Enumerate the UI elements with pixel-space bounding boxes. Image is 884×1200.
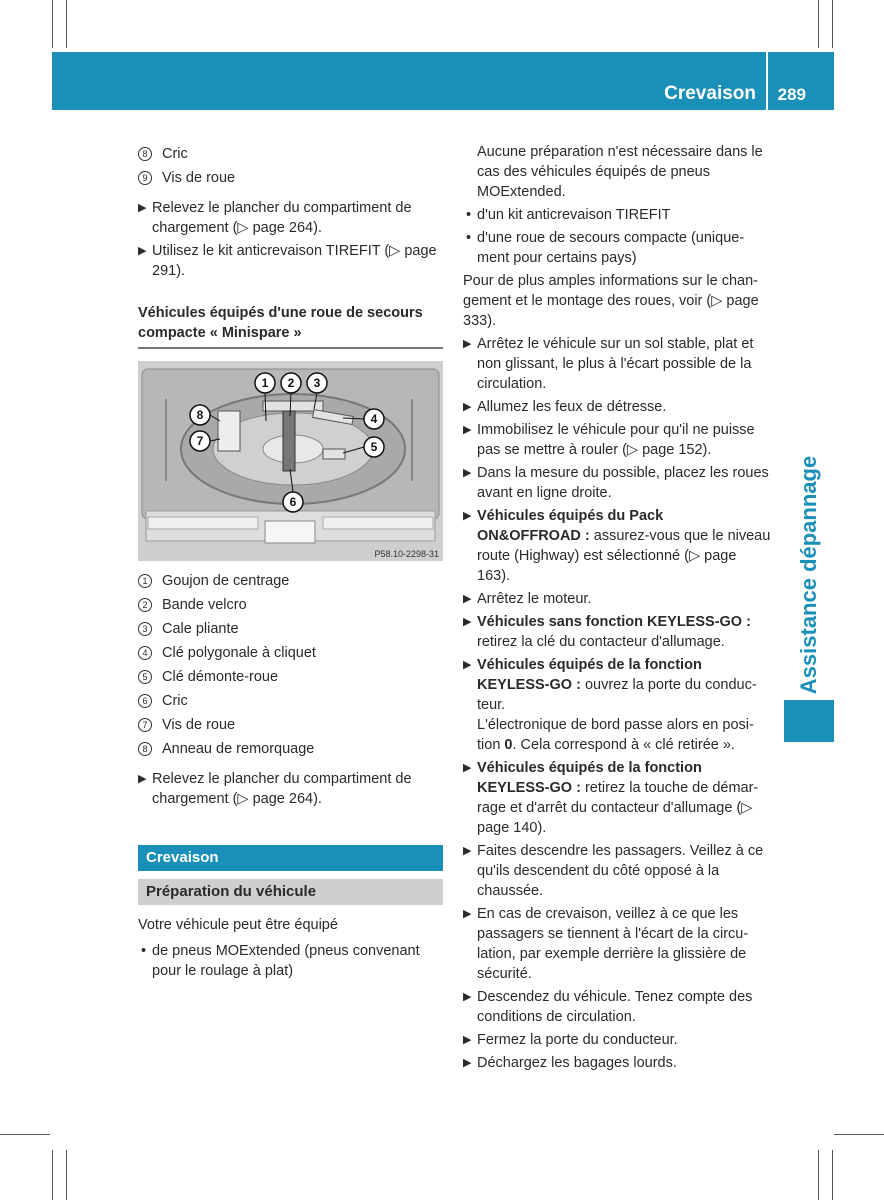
instruction-step: ▶ Faites descendre les passagers. Veillez à ce qu'ils descendent du côté opposé à la chaussée.	[463, 843, 764, 899]
instruction-step: ▶ Véhicules équipés de la fonction KEYLESS-GO : ouvrez la porte du conducteur.	[463, 657, 757, 713]
arrow-icon: ▶	[138, 245, 147, 257]
figure-callout: 8	[196, 408, 204, 422]
arrow-icon: ▶	[463, 1034, 472, 1046]
legend-item: 8 Cric	[138, 144, 443, 164]
arrow-icon: ▶	[463, 991, 472, 1003]
arrow-icon: ▶	[463, 510, 472, 522]
instruction-step: ▶ Utilisez le kit anticrevaison TIREFIT (▷ page 291).	[138, 243, 437, 279]
crop-mark	[832, 0, 833, 48]
callout-number: 4	[138, 646, 152, 660]
instruction-step: ▶ Déchargez les bagages lourds.	[463, 1055, 677, 1071]
instruction-step: ▶ Véhicules équipés de la fonction KEYLESS-GO : retirez la touche de démarrage et d'arrêt du contacteur d'allumage (▷ page 140).	[463, 760, 759, 836]
arrow-icon: ▶	[463, 424, 472, 436]
instruction-step: ▶ Immobilisez le véhicule pour qu'il ne puisse pas se mettre à rouler (▷ page 152).	[463, 422, 755, 458]
arrow-icon: ▶	[463, 762, 472, 774]
instruction-step: ▶ Arrêtez le moteur.	[463, 591, 592, 607]
arrow-icon: ▶	[463, 593, 472, 605]
legend-item: 8 Anneau de remorquage	[138, 739, 443, 759]
crop-mark	[832, 1150, 833, 1200]
instruction-step: ▶ Descendez du véhicule. Tenez compte des conditions de circulation.	[463, 989, 753, 1025]
arrow-icon: ▶	[463, 616, 472, 628]
crop-mark	[52, 0, 53, 48]
arrow-icon: ▶	[463, 659, 472, 671]
side-tab-label: Assistance dépannage	[796, 455, 821, 695]
callout-number: 3	[138, 622, 152, 636]
page-number: 289	[777, 85, 806, 104]
crop-mark	[66, 0, 67, 48]
arrow-icon: ▶	[463, 1057, 472, 1069]
spare-wheel-illustration	[138, 361, 443, 561]
instruction-step: ▶ Véhicules sans fonction KEYLESS-GO : retirez la clé du contacteur d'allumage.	[463, 614, 751, 650]
callout-number: 1	[138, 574, 152, 588]
legend-item: 2 Bande velcro	[138, 595, 443, 615]
right-column	[463, 142, 771, 1076]
subsection-title: Préparation du véhicule	[138, 879, 443, 905]
bullet-item: • de pneus MOExtended (pneus convenant pour le roulage à plat)	[141, 943, 420, 979]
paragraph: Pour de plus amples informations sur le changement et le montage des roues, voir (▷ page 333).	[463, 273, 759, 329]
callout-number: 7	[138, 718, 152, 732]
instruction-step: ▶ Véhicules équipés du Pack ON&OFFROAD : assurez-vous que le niveau route (Highway) est sélectionné (▷ page 163).	[463, 508, 771, 584]
crop-mark	[52, 1150, 53, 1200]
trunk-figure	[138, 361, 443, 561]
arrow-icon: ▶	[463, 467, 472, 479]
legend-item: 4 Clé polygonale à cliquet	[138, 643, 443, 663]
legend-item: 6 Cric	[138, 691, 443, 711]
legend-item: 1 Goujon de centrage	[138, 571, 443, 591]
figure-callout: 6	[289, 495, 297, 509]
intro-text: Votre véhicule peut être équipé	[138, 917, 338, 933]
side-tab-marker	[784, 700, 834, 742]
crop-mark	[66, 1150, 67, 1200]
arrow-icon: ▶	[463, 845, 472, 857]
callout-number: 2	[138, 598, 152, 612]
figure-callout: 5	[370, 440, 378, 454]
instruction-step: ▶ Allumez les feux de détresse.	[463, 399, 667, 415]
instruction-step: ▶ En cas de crevaison, veillez à ce que les passagers se tiennent à l'écart de la circulation, par exemple derrière la glissière de sécurité.	[463, 906, 749, 982]
arrow-icon: ▶	[463, 908, 472, 920]
arrow-icon: ▶	[463, 338, 472, 350]
legend-item: 3 Cale pliante	[138, 619, 443, 639]
left-column	[138, 144, 443, 984]
instruction-step: ▶ Relevez le plancher du compartiment de chargement (▷ page 264).	[138, 200, 412, 236]
instruction-step: ▶ Relevez le plancher du compartiment de chargement (▷ page 264).	[138, 771, 412, 807]
callout-number: 8	[138, 147, 152, 161]
callout-number: 9	[138, 171, 152, 185]
instruction-step: ▶ Arrêtez le véhicule sur un sol stable, plat et non glissant, le plus à l'écart possible de la circulation.	[463, 336, 754, 392]
figure-callout: 4	[370, 412, 378, 426]
legend-item: 7 Vis de roue	[138, 715, 443, 735]
callout-number: 5	[138, 670, 152, 684]
arrow-icon: ▶	[138, 773, 147, 785]
figure-callout: 3	[313, 376, 321, 390]
header-divider	[766, 52, 768, 110]
crop-mark	[834, 1134, 884, 1135]
header-title: Crevaison	[664, 83, 756, 104]
crop-mark	[818, 0, 819, 48]
keyless-note: L'électronique de bord passe alors en position 0. Cela correspond à « clé retirée ».	[477, 717, 754, 753]
subheading: Véhicules équipés d'une roue de secours compacte « Minispare »	[138, 303, 443, 349]
instruction-step: ▶ Dans la mesure du possible, placez les roues avant en ligne droite.	[463, 465, 769, 501]
crop-mark	[0, 1134, 50, 1135]
section-title: Crevaison	[138, 845, 443, 871]
arrow-icon: ▶	[138, 202, 147, 214]
figure-callout: 2	[287, 376, 295, 390]
figure-code: P58.10-2298-31	[374, 549, 439, 559]
legend-item: 5 Clé démonte-roue	[138, 667, 443, 687]
bullet-item: • d'un kit anticrevaison TIREFIT	[466, 207, 671, 223]
arrow-icon: ▶	[463, 401, 472, 413]
continued-text: Aucune préparation n'est nécessaire dans le cas des véhicules équipés de pneus MOExtended.	[477, 144, 763, 200]
legend-item: 9 Vis de roue	[138, 168, 443, 188]
figure-callout: 1	[261, 376, 269, 390]
figure-callout: 7	[196, 434, 204, 448]
crop-mark	[818, 1150, 819, 1200]
instruction-step: ▶ Fermez la porte du conducteur.	[463, 1032, 678, 1048]
callout-number: 8	[138, 742, 152, 756]
callout-number: 6	[138, 694, 152, 708]
header-bar	[52, 52, 834, 110]
bullet-item: • d'une roue de secours compacte (uniquement pour certains pays)	[466, 230, 745, 266]
